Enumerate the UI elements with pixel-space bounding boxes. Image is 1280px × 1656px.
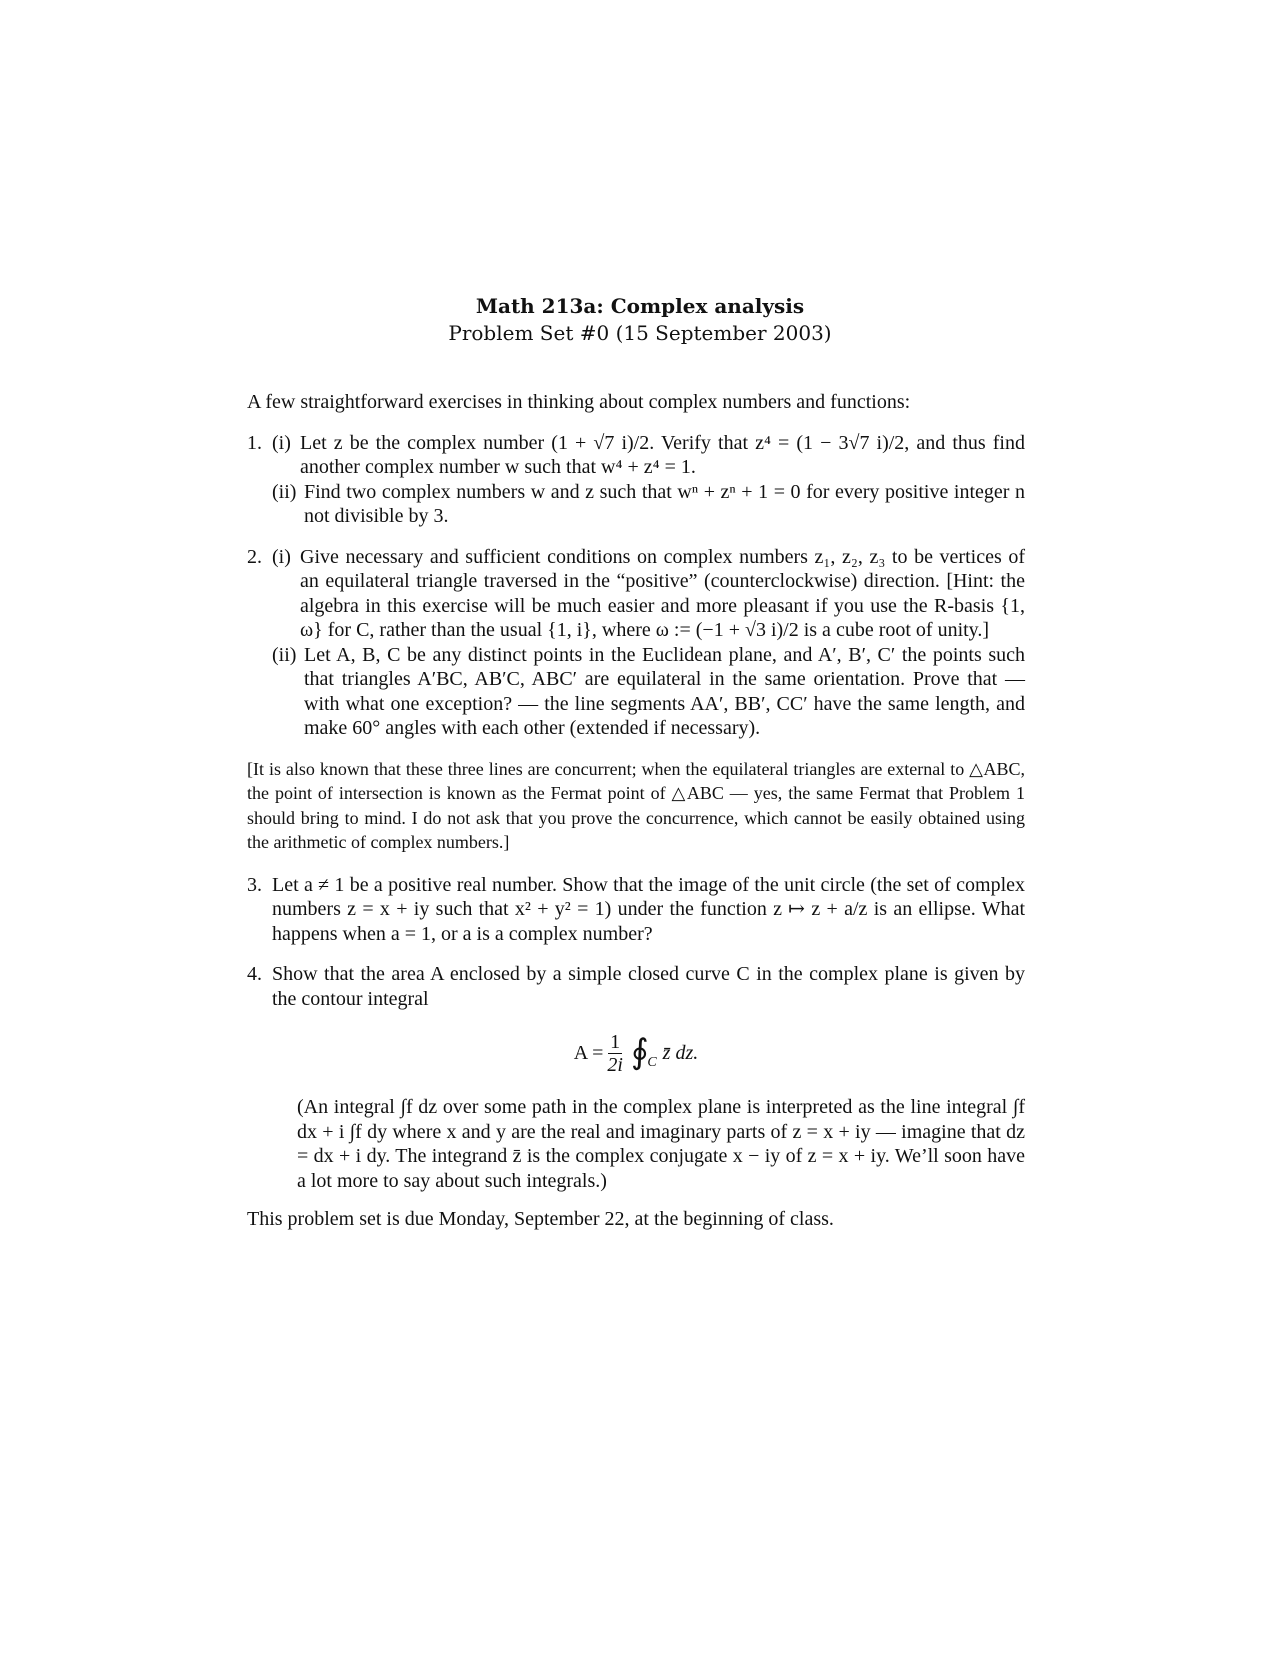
part-text: Give necessary and sufficient conditions on complex numbers z₁, z₂, z₃ to be vertices of an equilateral triangle traversed in the “positive” (counterclockwise) direction. [Hint: the algebra in this exercise will be much easier and more pleasant if you use the R-basis {1, ω} for C, rather than the usual {1, i}, where ω := (−1 + √3 i)/2 is a cube root of unity.] — [300, 545, 1025, 641]
intro-paragraph: A few straightforward exercises in thinking about complex numbers and functions: — [247, 391, 911, 413]
part-label: (ii) — [272, 480, 297, 503]
contour-integral-sign — [630, 1033, 657, 1071]
formula-integrand: z̄ dz. — [662, 1041, 699, 1064]
contour-integral-formula — [247, 1025, 1025, 1081]
part-label: (i) — [272, 431, 291, 454]
document-subtitle: Problem Set #0 (15 September 2003) — [448, 321, 832, 345]
document-title: Math 213a: Complex analysis — [475, 294, 805, 318]
due-date-note: This problem set is due Monday, September 22, at the beginning of class. — [247, 1208, 834, 1230]
integral-explanation: (An integral ∫f dz over some path in the complex plane is interpreted as the line integral ∫f dx + i ∫f dy where x and y are the real and imaginary parts of z = x + iy — imagine that dz = dx + i dy. The integrand z̄ is the complex conjugate x − iy of z = x + iy. We’ll soon have a lot more to say about such integrals.) — [297, 1096, 1025, 1192]
problem-1-part-i — [272, 431, 1025, 480]
problem-number: 2. — [247, 545, 262, 568]
integral-subscript: C — [647, 1054, 657, 1070]
problem-1-part-ii — [247, 480, 1025, 529]
fraction-denominator: 2i — [607, 1053, 623, 1076]
formula-fraction — [607, 1031, 623, 1076]
title-block — [0, 293, 1280, 347]
document-body — [247, 390, 1025, 1252]
problem-number: 1. — [247, 431, 262, 454]
integral-symbol: ∮ — [630, 1033, 649, 1071]
part-text: Let A, B, C be any distinct points in the Euclidean plane, and A′, B′, C′ the points such that triangles A′BC, AB′C, ABC′ are equilateral in the same orientation. Prove that — with what one exception? — the line segments AA′, BB′, CC′ have the same length, and make 60° angles with each other (extended if necessary). — [304, 643, 1025, 739]
fraction-numerator: 1 — [610, 1030, 621, 1053]
part-label: (i) — [272, 545, 291, 568]
problem-2 — [247, 545, 1025, 741]
part-text: Find two complex numbers w and z such that wⁿ + zⁿ + 1 = 0 for every positive integer n not divisible by 3. — [304, 480, 1025, 527]
problem-4 — [247, 962, 1025, 1011]
formula-lhs: A = — [573, 1041, 604, 1064]
problem-text: Let a ≠ 1 be a positive real number. Show that the image of the unit circle (the set of complex numbers z = x + iy such that x² + y² = 1) under the function z ↦ z + a/z is an ellipse. What happens when a = 1, or a is a complex number? — [272, 873, 1025, 945]
problem-number: 4. — [247, 963, 262, 985]
part-text: Let z be the complex number (1 + √7 i)/2. Verify that z⁴ = (1 − 3√7 i)/2, and thus find another complex number w such that w⁴ + z⁴ = 1. — [300, 431, 1025, 478]
part-label: (ii) — [272, 643, 297, 666]
problem-2-part-ii — [272, 643, 1025, 741]
problem-2-part-i — [272, 545, 1025, 643]
problem-text: Show that the area A enclosed by a simple closed curve C in the complex plane is given by the contour integral — [272, 963, 1025, 1010]
concurrence-note: [It is also known that these three lines are concurrent; when the equilateral triangles are external to △ABC, the point of intersection is known as the Fermat point of △ABC — yes, the same Fermat that Problem 1 should bring to mind. I do not ask that you prove the concurrence, which cannot be easily obtained using the arithmetic of complex numbers.] — [247, 758, 1025, 852]
problem-3 — [247, 873, 1025, 947]
problem-1 — [247, 431, 1025, 529]
problem-number: 3. — [247, 873, 262, 896]
